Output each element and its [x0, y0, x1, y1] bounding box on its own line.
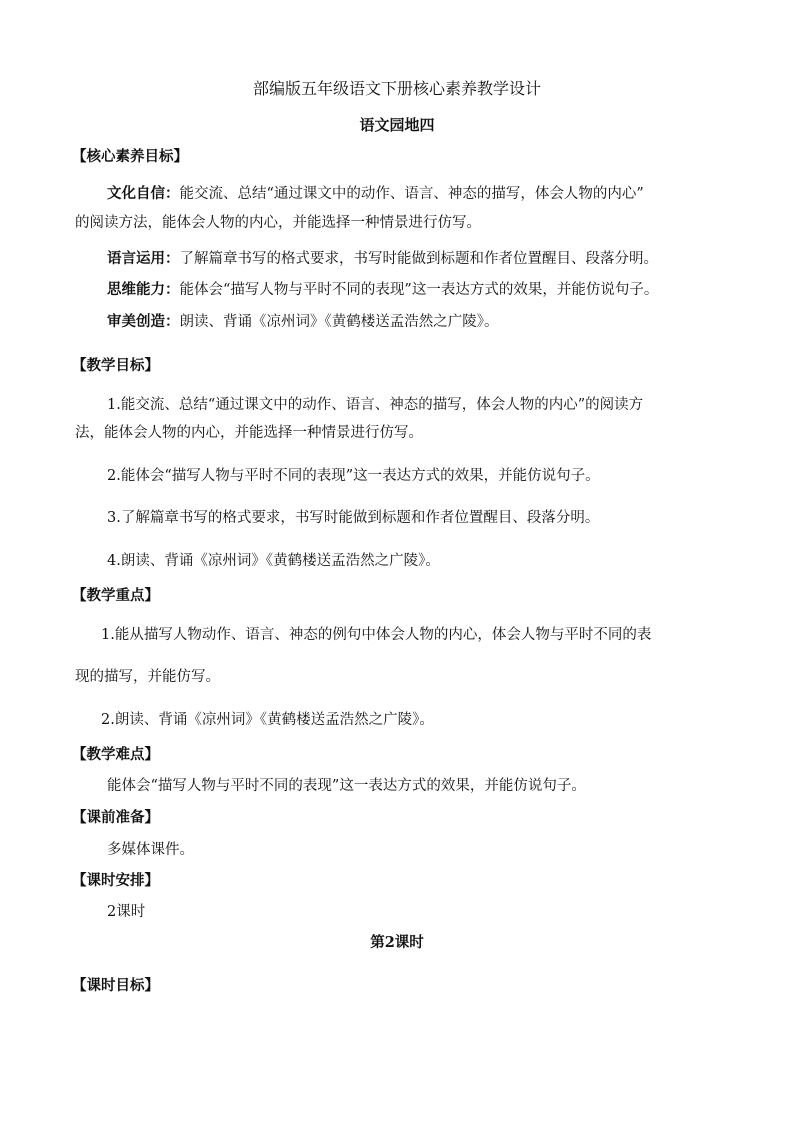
- document-title: 部编版五年级语文下册核心素养教学设计: [252, 79, 541, 98]
- core-item-language: [107, 249, 658, 269]
- goal-item-4: 4.朗读、背诵《凉州词》《黄鹤楼送孟浩然之广陵》。: [107, 553, 440, 569]
- section-heading-key-points: 【教学重点】: [72, 587, 159, 604]
- core-item-label: 思维能力：: [107, 281, 180, 298]
- core-item-thinking: [107, 280, 658, 300]
- section-heading-preparation: 【课前准备】: [72, 809, 159, 826]
- key-item-1-continued: 现的描写，并能仿写。: [75, 669, 220, 685]
- core-item-culture: [107, 184, 644, 204]
- section-heading-lesson-goals: 【课时目标】: [72, 977, 159, 994]
- core-item-label: 文化自信：: [107, 185, 180, 202]
- section-heading-core-literacy: 【核心素养目标】: [72, 148, 188, 165]
- core-item-text: 朗读、背诵《凉州词》《黄鹤楼送孟浩然之广陵》。: [179, 314, 499, 330]
- key-item-2: 2.朗读、背诵《凉州词》《黄鹤楼送孟浩然之广陵》。: [101, 712, 434, 728]
- core-item-text: 能交流、总结“通过课文中的动作、语言、神态的描写，体会人物的内心”: [179, 186, 644, 202]
- goal-item-3: 3.了解篇章书写的格式要求，书写时能做到标题和作者位置醒目、段落分明。: [107, 510, 600, 526]
- core-item-aesthetics: [107, 312, 499, 332]
- core-item-text: 能体会“描写人物与平时不同的表现”这一表达方式的效果，并能仿说句子。: [179, 282, 659, 298]
- section-heading-teaching-goals: 【教学目标】: [72, 357, 159, 374]
- core-item-label: 审美创造：: [107, 313, 180, 330]
- difficulty-text: 能体会“描写人物与平时不同的表现”这一表达方式的效果，并能仿说句子。: [107, 778, 586, 794]
- lesson-title: 第2课时: [370, 934, 424, 951]
- schedule-text: 2课时: [107, 904, 146, 920]
- goal-item-1-continued: 法，能体会人物的内心，并能选择一种情景进行仿写。: [75, 425, 423, 441]
- core-item-text: 了解篇章书写的格式要求，书写时能做到标题和作者位置醒目、段落分明。: [179, 251, 658, 267]
- section-heading-difficulty: 【教学难点】: [72, 746, 159, 763]
- section-heading-schedule: 【课时安排】: [72, 872, 159, 889]
- core-item-label: 语言运用：: [107, 250, 180, 267]
- goal-item-1: 1.能交流、总结“通过课文中的动作、语言、神态的描写，体会人物的内心”的阅读方: [107, 397, 644, 413]
- key-item-1: 1.能从描写人物动作、语言、神态的例句中体会人物的内心，体会人物与平时不同的表: [101, 627, 652, 643]
- goal-item-2: 2.能体会“描写人物与平时不同的表现”这一表达方式的效果，并能仿说句子。: [107, 468, 600, 484]
- preparation-text: 多媒体课件。: [107, 842, 194, 858]
- document-subtitle: 语文园地四: [359, 116, 435, 134]
- core-item-culture-continued: 的阅读方法，能体会人物的内心，并能选择一种情景进行仿写。: [75, 215, 481, 231]
